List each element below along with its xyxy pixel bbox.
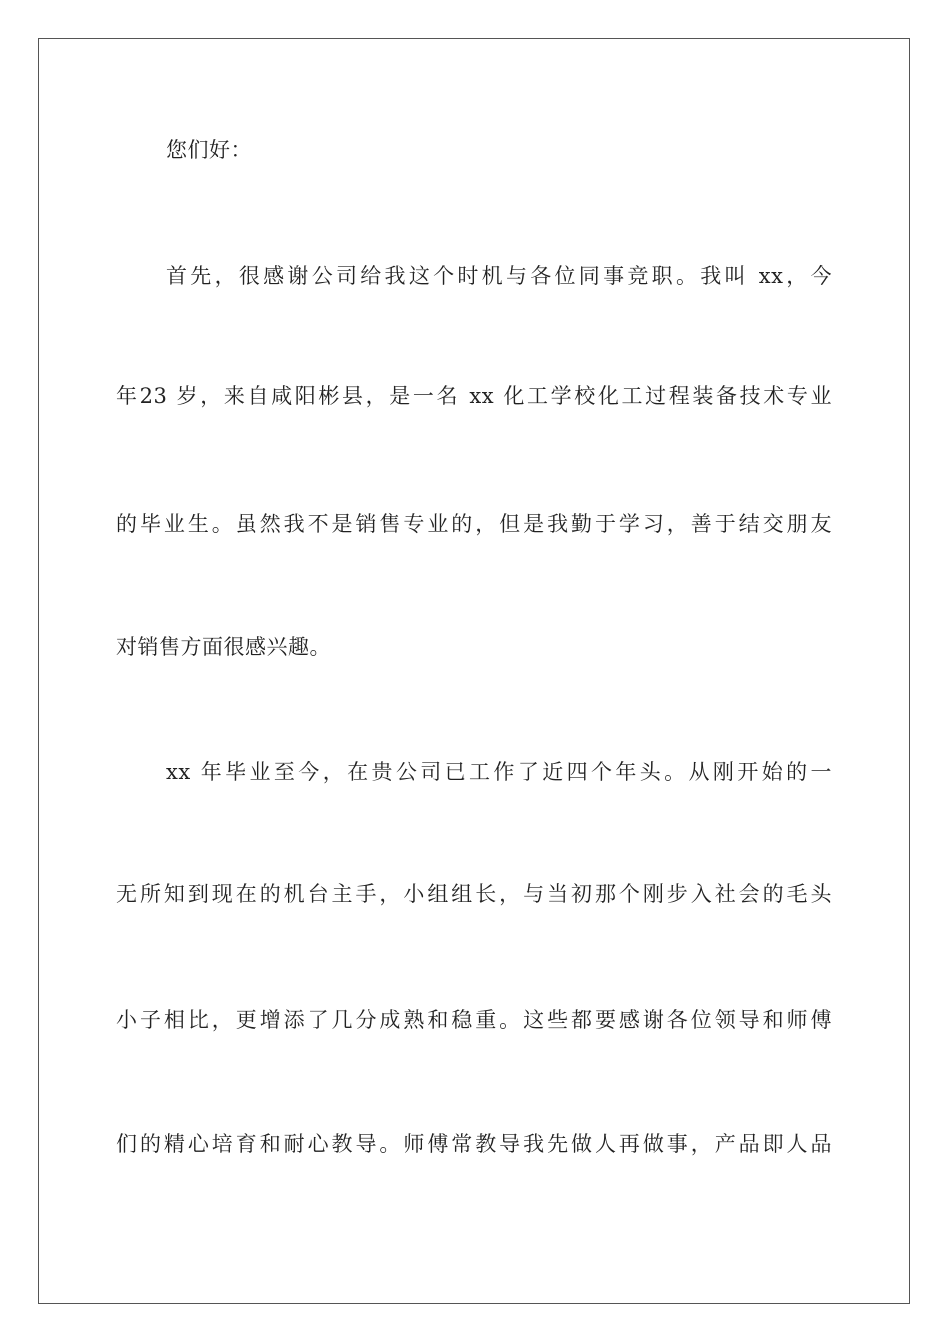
paragraph-1-line-3: 的毕业生。虽然我不是销售专业的，但是我勤于学习，善于结交朋友 (116, 512, 832, 536)
page-border (38, 38, 910, 1304)
paragraph-2-line-2: 无所知到现在的机台主手，小组组长，与当初那个刚步入社会的毛头 (116, 882, 832, 906)
paragraph-1-line-2: 年23 岁，来自咸阳彬县，是一名 xx 化工学校化工过程装备技术专业 (116, 384, 832, 408)
paragraph-2-line-3: 小子相比，更增添了几分成熟和稳重。这些都要感谢各位领导和师傅 (116, 1008, 832, 1032)
paragraph-1-line-4: 对销售方面很感兴趣。 (116, 635, 331, 659)
paragraph-2-line-1: xx 年毕业至今，在贵公司已工作了近四个年头。从刚开始的一 (166, 760, 832, 784)
greeting-line: 您们好： (166, 138, 252, 162)
paragraph-2-line-4: 们的精心培育和耐心教导。师傅常教导我先做人再做事，产品即人品 (116, 1132, 832, 1156)
paragraph-1-line-1: 首先，很感谢公司给我这个时机与各位同事竞职。我叫 xx，今 (166, 264, 832, 288)
